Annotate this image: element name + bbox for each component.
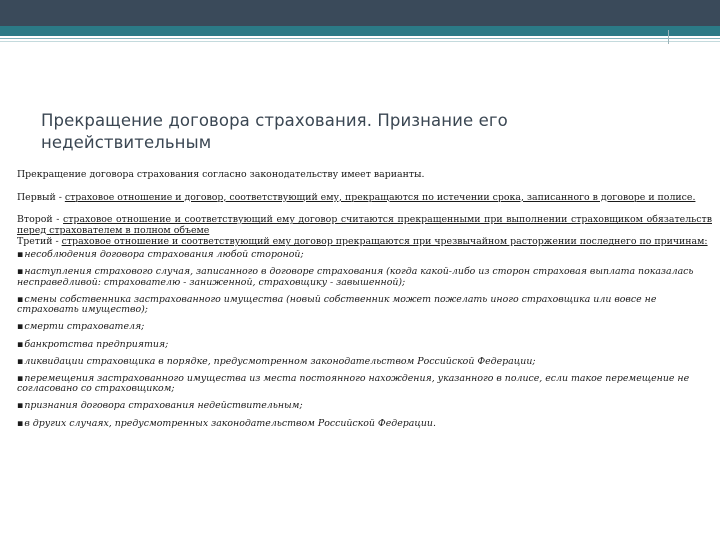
variant-lead: Второй - (17, 214, 63, 226)
list-item (17, 401, 712, 412)
list-item (17, 322, 712, 333)
list-item (17, 250, 712, 261)
list-item (17, 340, 712, 351)
list-item (17, 295, 712, 316)
reason-text: признания договора страхования недействительным; (24, 400, 303, 412)
variant-second (17, 215, 712, 236)
header-side-tick (668, 30, 669, 44)
reason-text: наступления страхового случая, записанного в договоре страхования (когда какой-либо из сторон страховая выплата показалась несправедливой: страхователю - заниженной, страховщику - завышенной); (17, 266, 694, 288)
variant-text: страховое отношение и договор, соответствующий ему, прекращаются по истечении срока, записанного в договоре и полисе. (64, 191, 696, 203)
list-item (17, 419, 712, 430)
bullet-icon: ▪ (17, 355, 24, 367)
bullet-icon: ▪ (17, 266, 24, 278)
variant-text: страховое отношение и соответствующий ему договор считаются прекращенными при выполнении страховщиком обязательств перед страхователем в полном объеме (17, 214, 712, 236)
header-rule-light (0, 41, 720, 42)
header-rule (0, 38, 720, 39)
intro-paragraph: Прекращение договора страхования согласно законодательству имеет варианты. (17, 169, 425, 180)
reason-text: в других случаях, предусмотренных законодательством Российской Федерации. (24, 417, 436, 429)
slide-title: Прекращение договора страхования. Признание его недействительным (41, 111, 508, 152)
reasons-list (17, 250, 712, 429)
bullet-icon: ▪ (17, 248, 24, 260)
list-item (17, 374, 712, 395)
list-item (17, 357, 712, 368)
reason-text: банкротства предприятия; (24, 338, 169, 350)
bullet-icon: ▪ (17, 400, 24, 412)
reason-text: смерти страхователя; (24, 321, 145, 333)
variant-third (17, 237, 712, 248)
list-item (17, 267, 712, 288)
bullet-icon: ▪ (17, 372, 24, 384)
header-band-dark (0, 0, 720, 26)
reason-text: ликвидации страховщика в порядке, предусмотренном законодательством Российской Федерации; (24, 355, 536, 367)
variant-text: страховое отношение и соответствующий ему договор прекращаются при чрезвычайном расторжении последнего по причинам: (61, 236, 708, 248)
variant-lead: Третий - (17, 236, 62, 248)
reason-text: несоблюдения договора страхования любой стороной; (24, 248, 304, 260)
bullet-icon: ▪ (17, 293, 24, 305)
bullet-icon: ▪ (17, 338, 24, 350)
variant-lead: Первый - (17, 191, 65, 203)
bullet-icon: ▪ (17, 417, 24, 429)
reason-text: перемещения застрахованного имущества из места постоянного нахождения, указанного в полисе, если такое перемещение не согласовано со страховщиком; (17, 372, 690, 395)
slide-body (17, 170, 712, 436)
variant-first (17, 193, 712, 204)
bullet-icon: ▪ (17, 321, 24, 333)
reason-text: смены собственника застрахованного имущества (новый собственник может пожелать иного страховщика или вовсе не страховать имущество); (17, 293, 657, 316)
header-band-teal (0, 26, 720, 36)
